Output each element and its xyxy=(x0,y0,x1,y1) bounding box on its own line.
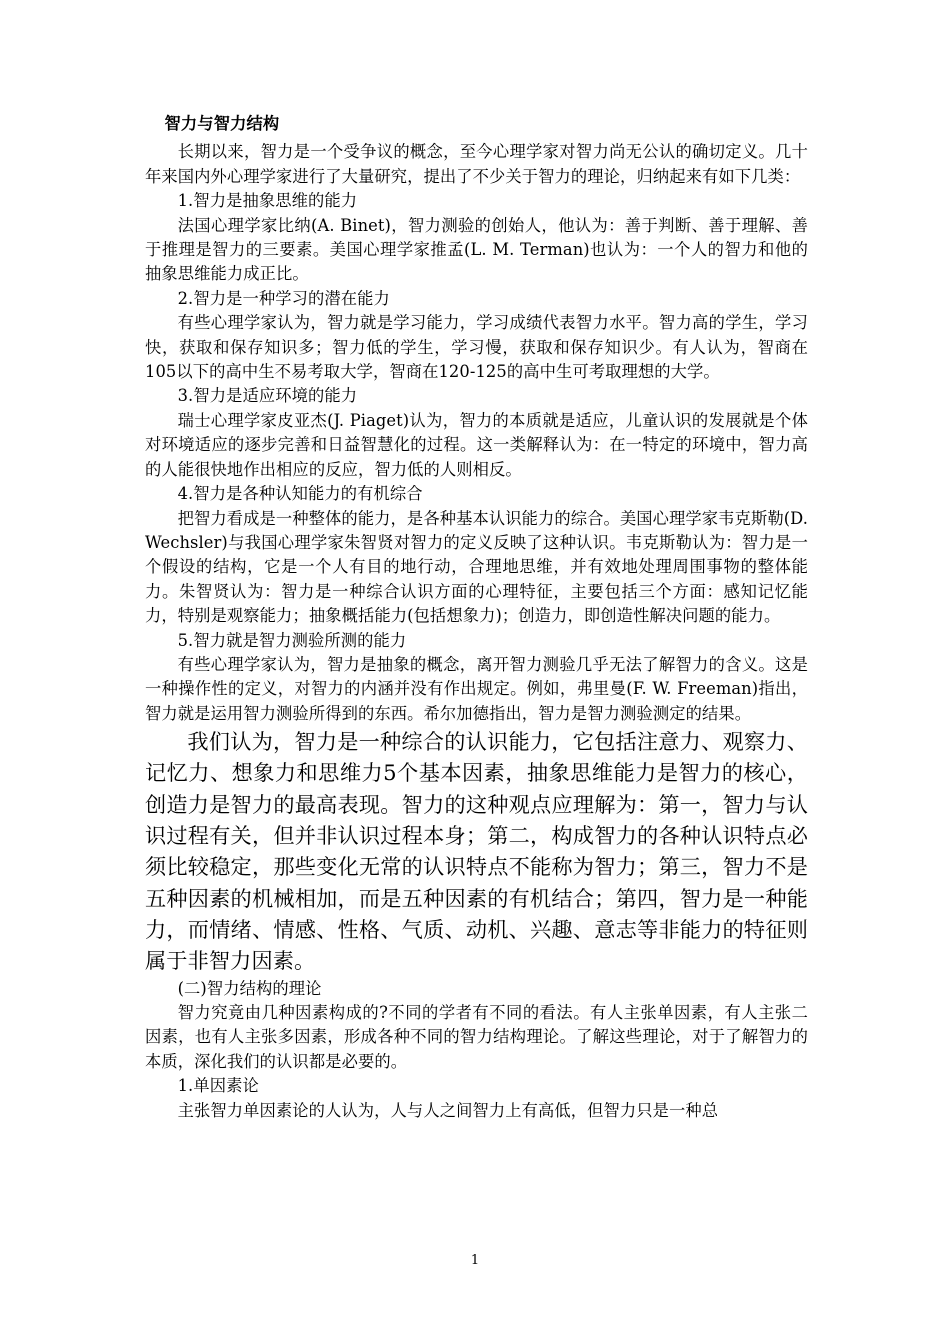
document-title: 智力与智力结构 xyxy=(164,114,280,133)
heading-structure-theory: (二)智力结构的理论 xyxy=(177,978,322,998)
paragraph-single-factor: 主张智力单因素论的人认为，人与人之间智力上有高低，但智力只是一种总 xyxy=(177,1100,719,1120)
heading-theory-1: 1.智力是抽象思维的能力 xyxy=(177,191,358,211)
paragraph-intro: 长期以来，智力是一个受争议的概念，至今心理学家对智力尚无公认的确切定义。几十年来国内外心理学家进行了大量研究，提出了不少关于智力的理论，归纳起来有如下几类： xyxy=(145,142,808,186)
heading-theory-4: 4.智力是各种认知能力的有机综合 xyxy=(177,484,423,504)
heading-theory-5: 5.智力就是智力测验所测的能力 xyxy=(177,630,407,650)
paragraph-theory-3: 瑞士心理学家皮亚杰(J. Piaget)认为，智力的本质就是适应，儿童认识的发展就是个体对环境适应的逐步完善和日益智慧化的过程。这一类解释认为：在一特定的环境中，智力高的人能很快地作出相应的反应，智力低的人则相反。 xyxy=(145,410,808,479)
paragraph-theory-1: 法国心理学家比纳(A. Binet)，智力测验的创始人，他认为：善于判断、善于理解、善于推理是智力的三要素。美国心理学家推孟(L. M. Terman)也认为：一个人的智力和他的抽象思维能力成正比。 xyxy=(145,215,808,284)
heading-single-factor: 1.单因素论 xyxy=(177,1076,259,1096)
heading-theory-3: 3.智力是适应环境的能力 xyxy=(177,386,358,406)
page-number: 1 xyxy=(470,1253,480,1268)
paragraph-theory-5: 有些心理学家认为，智力是抽象的概念，离开智力测验几乎无法了解智力的含义。这是一种操作性的定义，对智力的内涵并没有作出规定。例如，弗里曼(F. W. Freeman)指出，智力就是运用智力测验所得到的东西。希尔加德指出，智力是智力测验测定的结果。 xyxy=(145,654,808,723)
heading-theory-2: 2.智力是一种学习的潜在能力 xyxy=(177,288,390,308)
paragraph-our-view: 我们认为，智力是一种综合的认识能力，它包括注意力、观察力、记忆力、想象力和思维力5个基本因素，抽象思维能力是智力的核心，创造力是智力的最高表现。智力的这种观点应理解为：第一，智力与认识过程有关，但并非认识过程本身；第二，构成智力的各种认识特点必须比较稳定，那些变化无常的认识特点不能称为智力；第三，智力不是五种因素的机械相加，而是五种因素的有机结合；第四，智力是一种能力，而情绪、情感、性格、气质、动机、兴趣、意志等非能力的特征则属于非智力因素。 xyxy=(145,729,808,974)
paragraph-theory-4: 把智力看成是一种整体的能力，是各种基本认识能力的综合。美国心理学家韦克斯勒(D. Wechsler)与我国心理学家朱智贤对智力的定义反映了这种认识。韦克斯勒认为：智力是一个假设的结构，它是一个人有目的地行动，合理地思维，并有效地处理周围事物的整体能力。朱智贤认为：智力是一种综合认识方面的心理特征，主要包括三个方面：感知记忆能力，特别是观察能力；抽象概括能力(包括想象力)；创造力，即创造性解决问题的能力。 xyxy=(145,508,809,626)
document-body xyxy=(145,112,808,1123)
paragraph-structure-intro: 智力究竟由几种因素构成的?不同的学者有不同的看法。有人主张单因素，有人主张二因素，也有人主张多因素，形成各种不同的智力结构理论。了解这些理论，对于了解智力的本质，深化我们的认识都是必要的。 xyxy=(145,1002,808,1071)
paragraph-theory-2: 有些心理学家认为，智力就是学习能力，学习成绩代表智力水平。智力高的学生，学习快，获取和保存知识多；智力低的学生，学习慢，获取和保存知识少。有人认为，智商在105以下的高中生不易考取大学，智商在120-125的高中生可考取理想的大学。 xyxy=(145,313,808,382)
